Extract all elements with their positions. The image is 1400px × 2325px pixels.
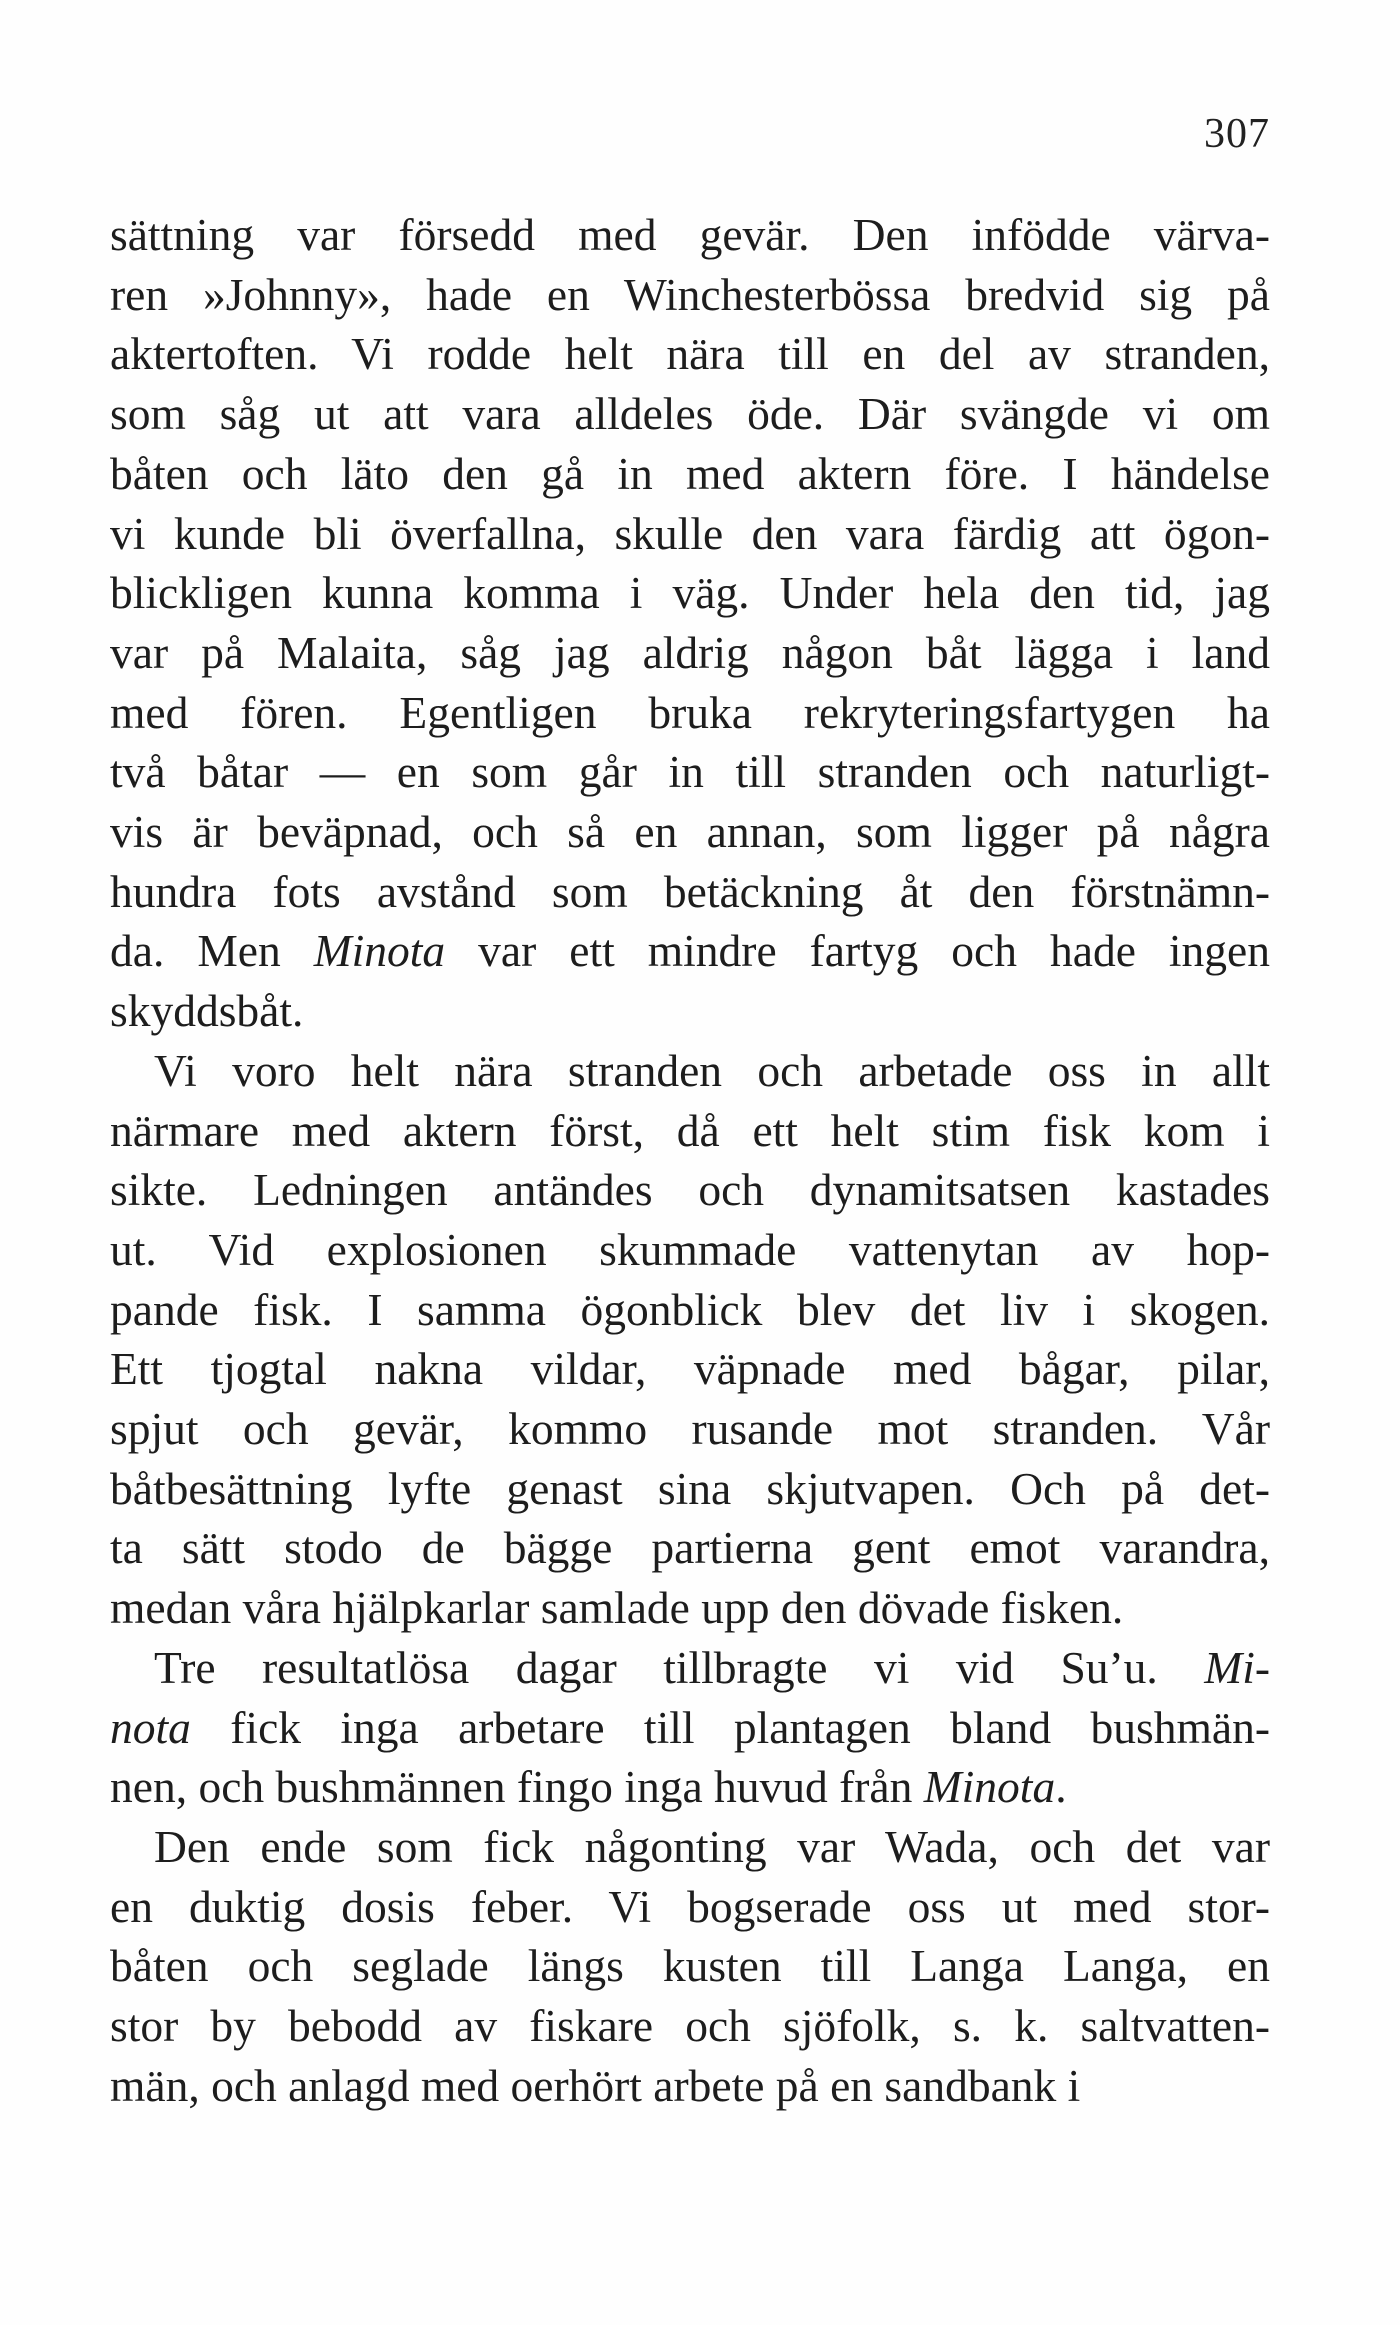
text-line: sättning var försedd med gevär. Den infödde värva-: [110, 209, 1270, 260]
text-line: nen, och bushmännen fingo inga huvud från Minota.: [110, 1761, 1067, 1813]
text-line: blickligen kunna komma i väg. Under hela den tid, jag: [110, 567, 1270, 619]
paragraph-p3: [110, 1638, 1270, 1817]
text-line: båten och seglade längs kusten till Langa Langa, en: [110, 1940, 1270, 1992]
text-line: hundra fots avstånd som betäckning åt den förstnämn-: [110, 865, 1270, 917]
text-line: spjut och gevär, kommo rusande mot stranden. Vår: [110, 1403, 1270, 1455]
text-line: pande fisk. I samma ögonblick blev det liv i skogen.: [110, 1283, 1270, 1335]
text-line: aktertoften. Vi rodde helt nära till en del av stranden,: [110, 328, 1270, 380]
text-line: nota fick inga arbetare till plantagen bland bushmän-: [110, 1701, 1270, 1753]
body-text: [110, 205, 1270, 2116]
text-line: vis är beväpnad, och så en annan, som ligger på några: [110, 806, 1270, 858]
text-line: båten och läto den gå in med aktern före. I händelse: [110, 447, 1270, 499]
paragraph-p2: [110, 1041, 1270, 1638]
italic-ship-name: nota: [110, 1701, 191, 1753]
text-line: ren »Johnny», hade en Winchesterbössa bredvid sig på: [110, 268, 1270, 320]
text-line: med fören. Egentligen bruka rekryteringsfartygen ha: [110, 686, 1270, 738]
text-line: ta sätt stodo de bägge partierna gent emot varandra,: [110, 1522, 1270, 1574]
text-line: som såg ut att vara alldeles öde. Där svängde vi om: [110, 388, 1270, 440]
text-line: vi kunde bli överfallna, skulle den vara färdig att ögon-: [110, 507, 1270, 559]
text-line: stor by bebodd av fiskare och sjöfolk, s. k. saltvatten-: [110, 2000, 1270, 2052]
text-line: Ett tjogtal nakna vildar, väpnade med bågar, pilar,: [110, 1343, 1270, 1395]
text-line: da. Men Minota var ett mindre fartyg och hade ingen: [110, 925, 1270, 977]
text-line: närmare med aktern först, då ett helt stim fisk kom i: [110, 1104, 1270, 1156]
paragraph-p1: [110, 205, 1270, 1041]
italic-ship-name: Minota: [313, 925, 446, 977]
text-line: sikte. Ledningen antändes och dynamitsatsen kastades: [110, 1164, 1270, 1216]
text-line: Vi voro helt nära stranden och arbetade oss in allt: [154, 1044, 1270, 1096]
paragraph-p4: [110, 1817, 1270, 2116]
text-line: Den ende som fick någonting var Wada, och det var: [154, 1820, 1270, 1872]
text-line: båtbesättning lyfte genast sina skjutvapen. Och på det-: [110, 1462, 1270, 1514]
text-line: en duktig dosis feber. Vi bogserade oss ut med stor-: [110, 1880, 1270, 1932]
text-line: män, och anlagd med oerhört arbete på en sandbank i: [110, 2059, 1081, 2111]
text-line: skyddsbåt.: [110, 985, 304, 1037]
italic-ship-name: Minota: [923, 1761, 1056, 1813]
text-line: medan våra hjälpkarlar samlade upp den dövade fisken.: [110, 1582, 1124, 1634]
italic-ship-name: Mi-: [1204, 1641, 1270, 1693]
text-line: två båtar — en som går in till stranden och naturligt-: [110, 746, 1270, 798]
page-number: 307: [1204, 111, 1270, 157]
text-line: var på Malaita, såg jag aldrig någon båt lägga i land: [110, 626, 1270, 678]
text-line: ut. Vid explosionen skummade vattenytan av hop-: [110, 1223, 1270, 1275]
text-line: Tre resultatlösa dagar tillbragte vi vid Su’u. Mi-: [154, 1641, 1270, 1693]
